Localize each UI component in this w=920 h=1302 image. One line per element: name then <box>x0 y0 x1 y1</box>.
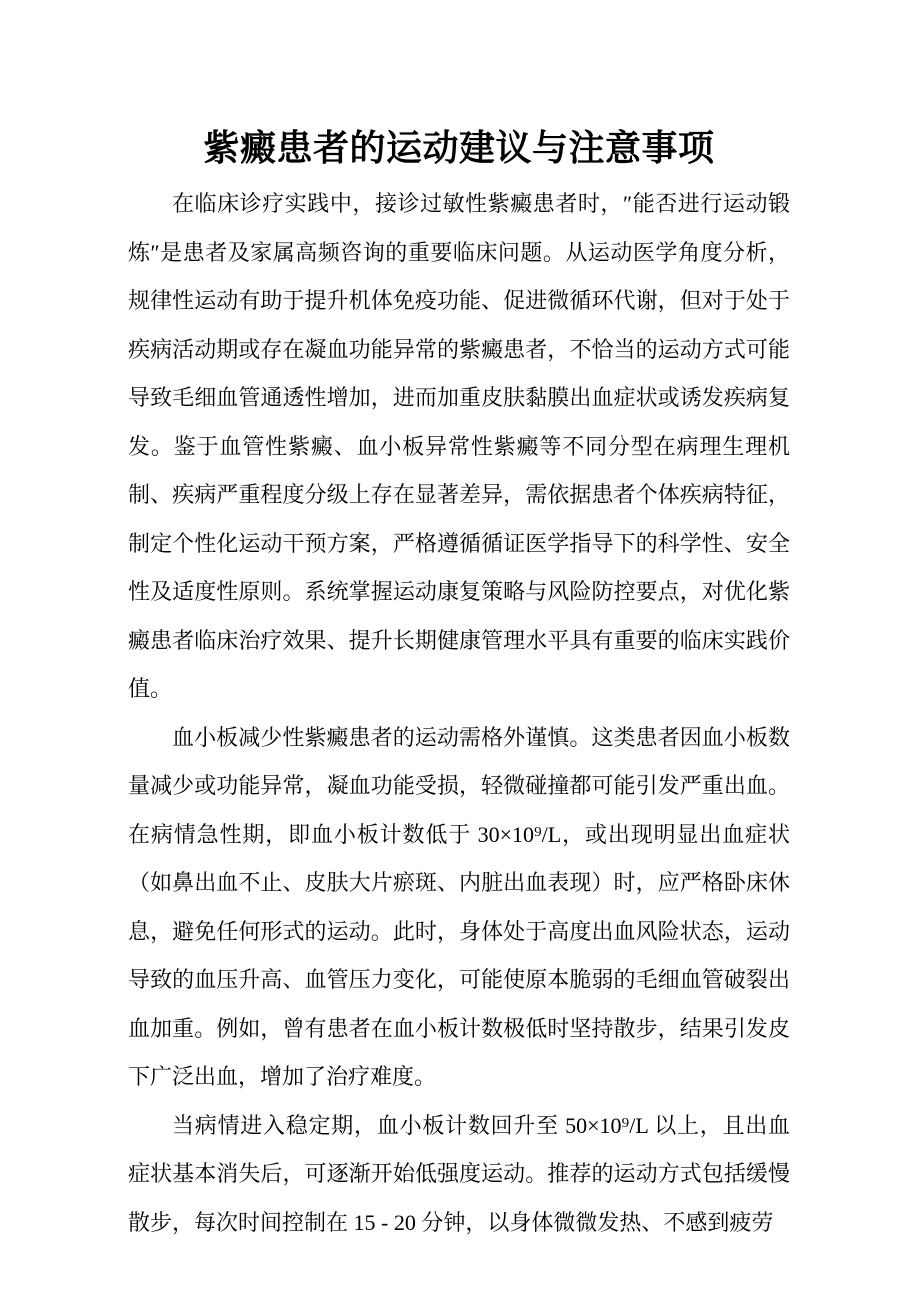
paragraph-acute-phase: 血小板减少性紫癜患者的运动需格外谨慎。这类患者因血小板数量减少或功能异常，凝血功能受损，轻微碰撞都可能引发严重出血。在病情急性期，即血小板计数低于 30×10⁹/L，或出现明显出血症状（如鼻出血不止、皮肤大片瘀斑、内脏出血表现）时，应严格卧床休息，避免任何形式的运动。此时，身体处于高度出血风险状态，运动导致的血压升高、血管压力变化，可能使原本脆弱的毛细血管破裂出血加重。例如，曾有患者在血小板计数极低时坚持散步，结果引发皮下广泛出血，增加了治疗难度。 <box>128 724 790 1089</box>
paragraph-intro: 在临床诊疗实践中，接诊过敏性紫癜患者时，″能否进行运动锻炼″是患者及家属高频咨询的重要临床问题。从运动医学角度分析，规律性运动有助于提升机体免疫功能、促进微循环代谢，但对于处于疾病活动期或存在凝血功能异常的紫癜患者，不恰当的运动方式可能导致毛细血管通透性增加，进而加重皮肤黏膜出血症状或诱发疾病复发。鉴于血管性紫癜、血小板异常性紫癜等不同分型在病理生理机制、疾病严重程度分级上存在显著差异，需依据患者个体疾病特征，制定个性化运动干预方案，严格遵循循证医学指导下的科学性、安全性及适度性原则。系统掌握运动康复策略与风险防控要点，对优化紫癜患者临床治疗效果、提升长期健康管理水平具有重要的临床实践价值。 <box>128 191 790 701</box>
paragraph-stable-phase: 当病情进入稳定期，血小板计数回升至 50×10⁹/L 以上，且出血症状基本消失后，可逐渐开始低强度运动。推荐的运动方式包括缓慢散步，每次时间控制在 15 - 20 分钟，以身体微微发热、不感到疲劳 <box>128 1112 790 1235</box>
document-title: 紫癜患者的运动建议与注意事项 <box>203 127 715 168</box>
document-body <box>128 180 790 1247</box>
